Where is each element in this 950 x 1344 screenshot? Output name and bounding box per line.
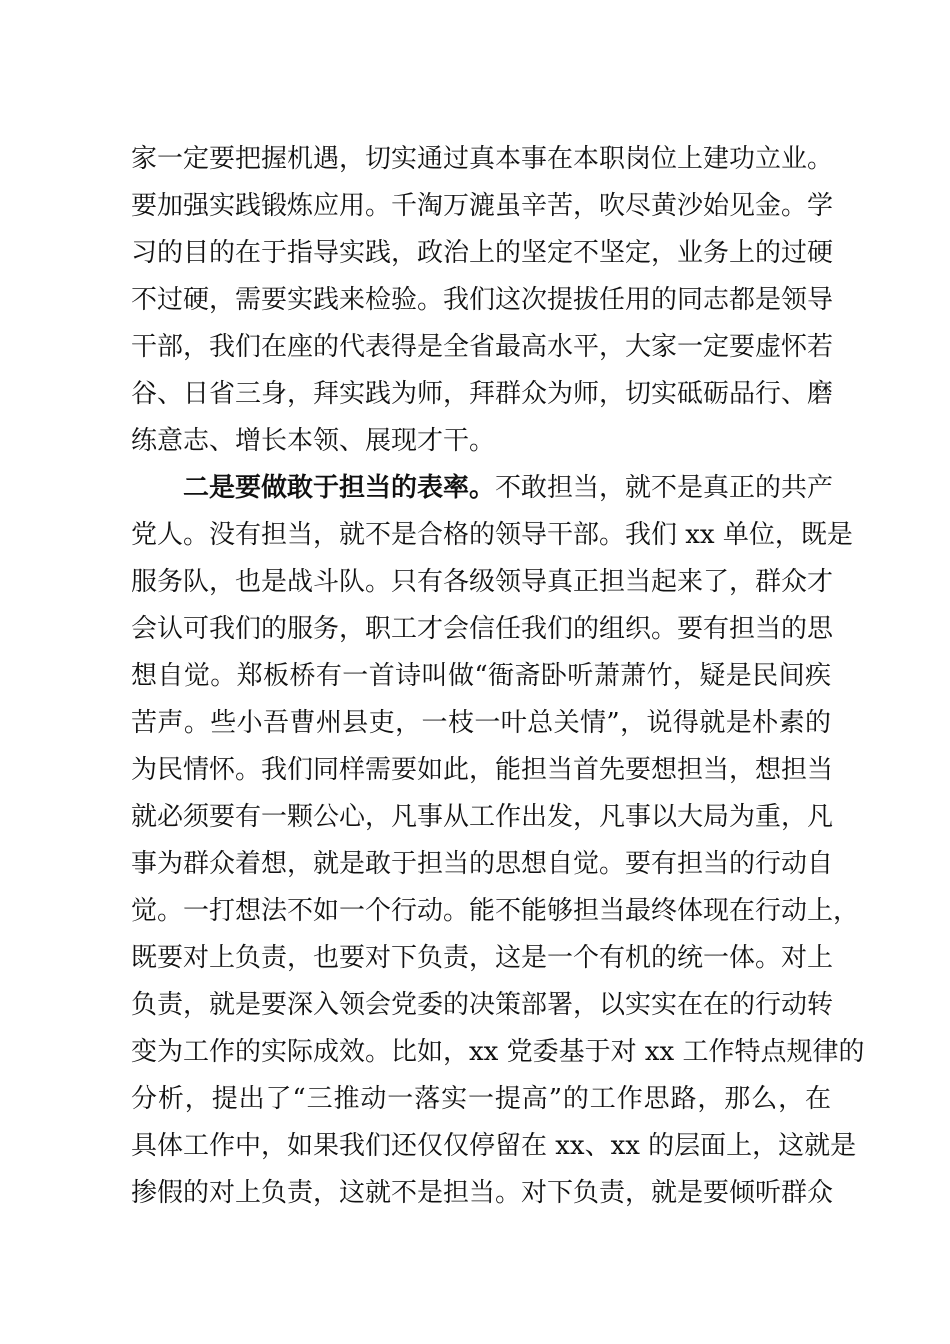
text-line: 分析，提出了“三推动一落实一提高”的工作思路，那么，在 — [131, 1084, 831, 1114]
text-line: 党人。没有担当，就不是合格的领导干部。我们 xx 单位，既是 — [131, 520, 853, 550]
text-line: 负责，就是要深入领会党委的决策部署，以实实在在的行动转 — [131, 990, 834, 1020]
text-line: 变为工作的实际成效。比如，xx 党委基于对 xx 工作特点规律的 — [131, 1037, 865, 1067]
paragraph-1 — [131, 136, 834, 465]
paragraph-heading: 二是要做敢于担当的表率。 — [183, 473, 496, 503]
text-line: 家一定要把握机遇，切实通过真本事在本职岗位上建功立业。 — [131, 144, 834, 174]
text-line: 想自觉。郑板桥有一首诗叫做“衙斋卧听萧萧竹，疑是民间疾 — [131, 661, 831, 691]
text-line: 会认可我们的服务，职工才会信任我们的组织。要有担当的思 — [131, 614, 834, 644]
text-line: 为民情怀。我们同样需要如此，能担当首先要想担当，想担当 — [131, 755, 834, 785]
text-line: 谷、日省三身，拜实践为师，拜群众为师，切实砥砺品行、磨 — [131, 379, 834, 409]
text-line: 就必须要有一颗公心，凡事从工作出发，凡事以大局为重，凡 — [131, 802, 834, 832]
text-line: 要加强实践锻炼应用。千淘万漉虽辛苦，吹尽黄沙始见金。学 — [131, 191, 834, 221]
text-line: 觉。一打想法不如一个行动。能不能够担当最终体现在行动上， — [131, 896, 860, 926]
paragraph-lead-text: 不敢担当，就不是真正的共产 — [495, 473, 834, 503]
paragraph-first-line — [131, 465, 834, 512]
text-line: 事为群众着想，就是敢于担当的思想自觉。要有担当的行动自 — [131, 849, 834, 879]
text-line: 练意志、增长本领、展现才干。 — [131, 426, 496, 456]
text-line: 苦声。些小吾曹州县吏，一枝一叶总关情”，说得就是朴素的 — [131, 708, 831, 738]
text-line: 习的目的在于指导实践，政治上的坚定不坚定，业务上的过硬 — [131, 238, 834, 268]
paragraph-2 — [131, 465, 865, 1217]
text-line: 干部，我们在座的代表得是全省最高水平，大家一定要虚怀若 — [131, 332, 834, 362]
text-line: 既要对上负责，也要对下负责，这是一个有机的统一体。对上 — [131, 943, 834, 973]
text-line: 掺假的对上负责，这就不是担当。对下负责，就是要倾听群众 — [131, 1178, 834, 1208]
body-text — [131, 136, 865, 1217]
text-line: 不过硬，需要实践来检验。我们这次提拔任用的同志都是领导 — [131, 285, 834, 315]
text-line: 具体工作中，如果我们还仅仅停留在 xx、xx 的层面上，这就是 — [131, 1131, 857, 1161]
text-line: 服务队，也是战斗队。只有各级领导真正担当起来了，群众才 — [131, 567, 834, 597]
